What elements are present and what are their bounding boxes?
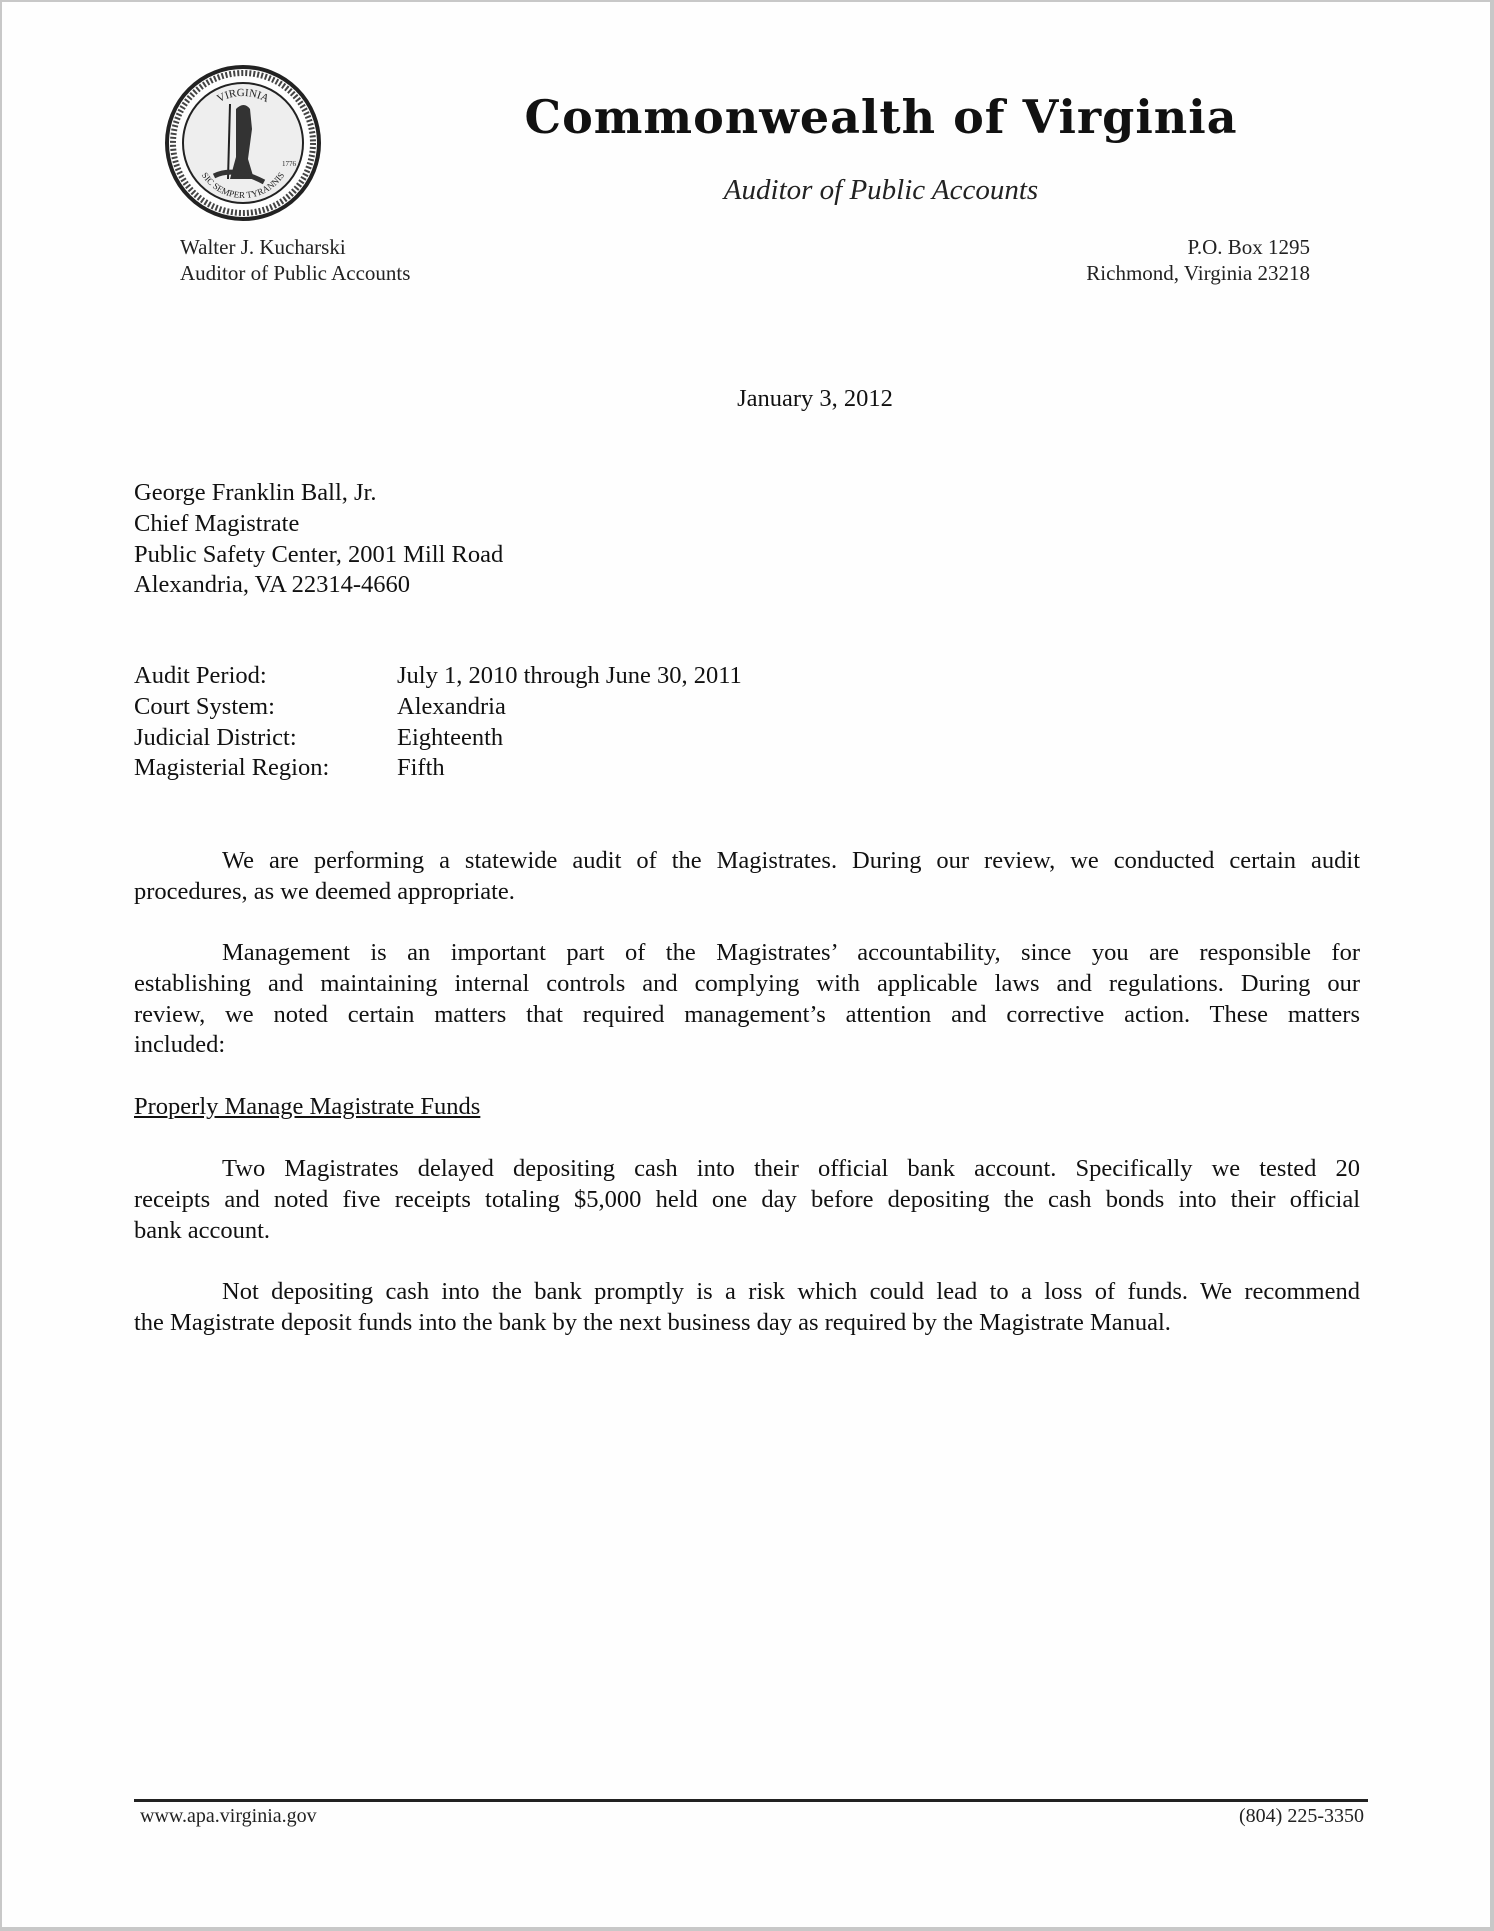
audit-value: Fifth <box>397 754 445 782</box>
section-heading: Properly Manage Magistrate Funds <box>134 1093 481 1120</box>
paragraph-line: Not depositing cash into the bank promptly is a risk which could lead to a loss of funds. We recommend <box>222 1278 1360 1305</box>
svg-text:VIRGINIA: VIRGINIA <box>215 86 271 106</box>
paragraph-line: review, we noted certain matters that required management’s attention and corrective action. These matters <box>134 1000 1360 1028</box>
paragraph-line: We are performing a statewide audit of the Magistrates. During our review, we conducted certain audit <box>222 847 1360 874</box>
recipient-line: George Franklin Ball, Jr. <box>134 479 377 506</box>
audit-info <box>134 661 742 784</box>
paragraph-line: bank account. <box>134 1216 271 1244</box>
footer-rule <box>134 1799 1368 1802</box>
audit-label: Magisterial Region: <box>134 754 330 782</box>
paragraph-3 <box>134 1154 1360 1246</box>
audit-info-row <box>134 692 742 723</box>
paragraph-2 <box>134 938 1360 1061</box>
paragraph-line: the Magistrate deposit funds into the bank by the next business day as required by the Magistrate Manual. <box>134 1308 1171 1336</box>
paragraph-line: included: <box>134 1031 226 1059</box>
sender-title: Auditor of Public Accounts <box>180 261 411 285</box>
audit-info-row <box>134 723 742 754</box>
audit-label: Court System: <box>134 692 275 720</box>
audit-value: July 1, 2010 through June 30, 2011 <box>397 662 742 689</box>
paragraph-1 <box>134 846 1360 908</box>
audit-label: Judicial District: <box>134 723 297 751</box>
sender-address <box>1086 234 1310 286</box>
letter-page <box>2 2 1490 1927</box>
po-box: P.O. Box 1295 <box>1187 235 1310 259</box>
recipient-line: Alexandria, VA 22314-4660 <box>134 571 411 599</box>
recipient-line: Chief Magistrate <box>134 509 300 537</box>
audit-label: Audit Period: <box>134 662 267 689</box>
letter-date: January 3, 2012 <box>737 385 893 412</box>
audit-info-row <box>134 661 742 692</box>
audit-value: Alexandria <box>397 692 506 720</box>
paragraph-line: Two Magistrates delayed depositing cash into their official bank account. Specifically we tested 20 <box>222 1155 1360 1182</box>
paragraph-line: procedures, as we deemed appropriate. <box>134 877 515 905</box>
footer-website: www.apa.virginia.gov <box>140 1805 317 1827</box>
audit-value: Eighteenth <box>397 723 504 751</box>
sender-block <box>180 234 410 286</box>
recipient-line: Public Safety Center, 2001 Mill Road <box>134 540 504 568</box>
sender-name: Walter J. Kucharski <box>180 235 346 259</box>
letterhead-title: Commonwealth of Virginia <box>524 90 1238 144</box>
city-state-zip: Richmond, Virginia 23218 <box>1086 261 1310 285</box>
svg-text:1776: 1776 <box>282 160 296 168</box>
paragraph-line: Management is an important part of the Magistrates’ accountability, since you are responsible for <box>222 939 1360 966</box>
recipient-address <box>134 478 503 601</box>
paragraph-line: establishing and maintaining internal controls and complying with applicable laws and regulations. During our <box>134 969 1360 997</box>
letterhead-subtitle: Auditor of Public Accounts <box>723 174 1039 206</box>
footer-phone: (804) 225-3350 <box>1239 1805 1364 1827</box>
paragraph-line: receipts and noted five receipts totaling $5,000 held one day before depositing the cash bonds into their official <box>134 1185 1360 1213</box>
paragraph-4 <box>134 1277 1360 1339</box>
svg-text:SIC SEMPER TYRANNIS: SIC SEMPER TYRANNIS <box>199 170 287 201</box>
audit-info-row <box>134 753 742 784</box>
